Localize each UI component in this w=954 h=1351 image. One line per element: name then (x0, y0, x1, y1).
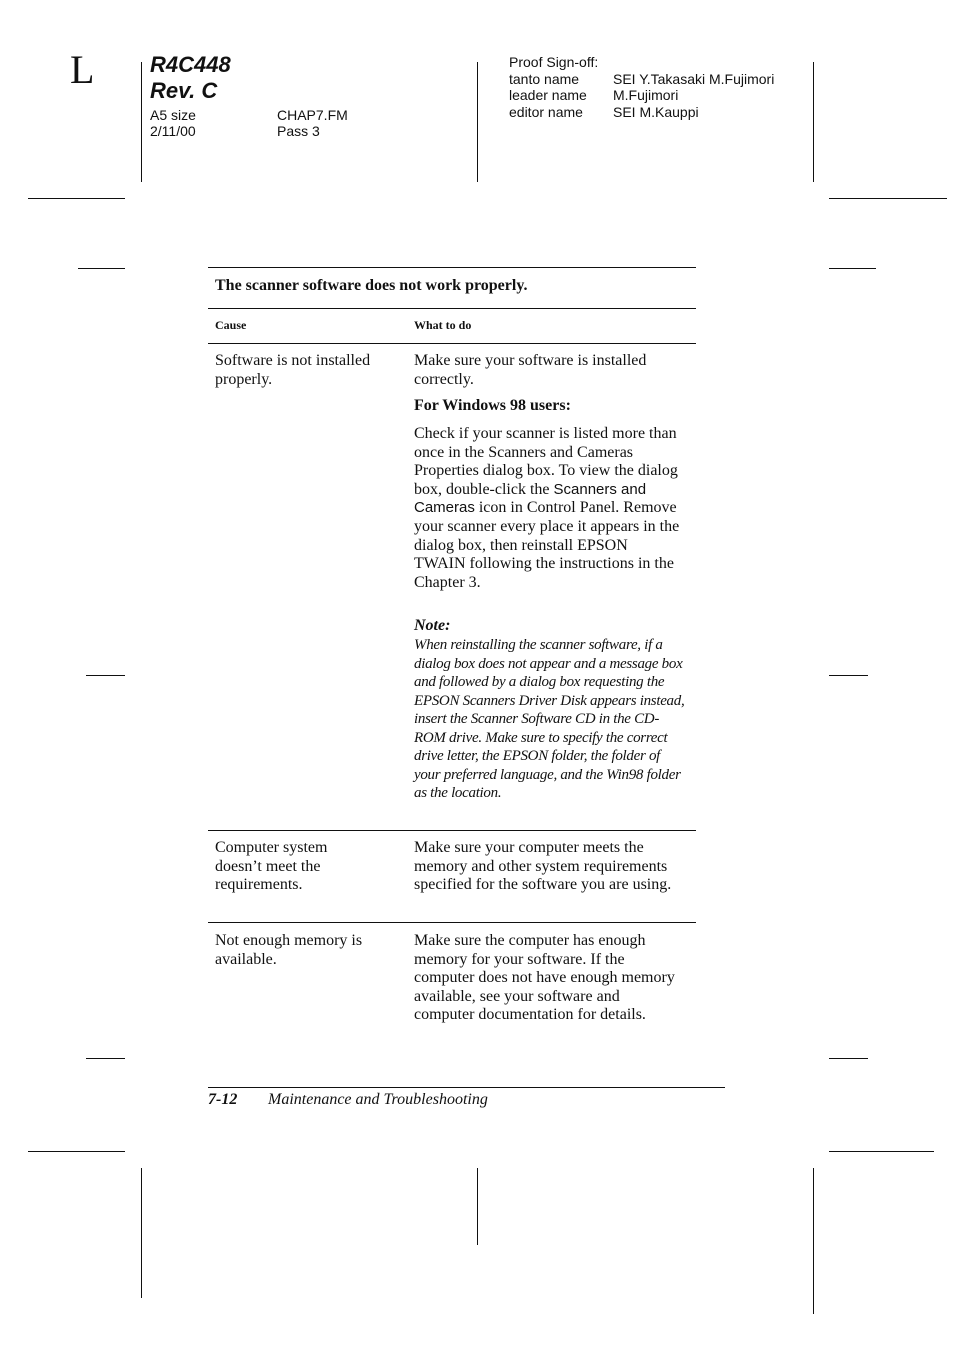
footer-rule (208, 1087, 725, 1088)
proof-label: tanto name (509, 71, 580, 87)
column-header-what-to-do: What to do (414, 318, 472, 332)
proof-label: editor name (509, 104, 583, 120)
print-date: 2/11/00 (150, 123, 196, 139)
table-rule (208, 343, 696, 344)
crop-mark (829, 675, 868, 676)
what-to-do-cell: Make sure your software is installed correctly. (414, 352, 647, 388)
page-number: 7-12 (208, 1091, 238, 1108)
paper-size: A5 size (150, 107, 196, 123)
note-text: When reinstalling the scanner software, if a dialog box does not appear and a message box and followed by a dialog box requesting the EPSON Scanners Driver Disk appears instead, insert the Scanner Software CD in the CD-ROM drive. Make sure to specify the correct drive letter, the EPSON folder, the folder of your preferred language, and the Win98 folder as the location. (414, 637, 685, 801)
proof-label: leader name (509, 87, 587, 103)
crop-mark (829, 268, 876, 269)
model-name: R4C448 (150, 52, 231, 77)
crop-mark (829, 198, 947, 199)
crop-mark (829, 1058, 868, 1059)
ui-label: Scanners and Cameras (414, 480, 647, 517)
table-rule (208, 308, 696, 309)
column-header-cause: Cause (215, 318, 247, 332)
proof-value: M.Fujimori (613, 87, 679, 103)
subheading: For Windows 98 users: (414, 397, 571, 414)
table-title: The scanner software does not work properly. (215, 277, 528, 294)
instruction-text: icon in Control Panel. Remove your scanner every place it appears in the dialog box, then reinstall EPSON TWAIN following the instructions in the Chapter 3. (414, 499, 680, 591)
page-side-letter: L (70, 47, 95, 92)
crop-mark (813, 1168, 814, 1314)
what-to-do-cell: Make sure your computer meets the memory and other system requirements specified for the software you are using. (414, 839, 672, 894)
note-label: Note: (414, 617, 451, 634)
table-rule (208, 922, 696, 923)
crop-mark (28, 1151, 125, 1152)
crop-mark (86, 1058, 125, 1059)
table-rule (208, 830, 696, 831)
cause-cell: Software is not installed properly. (215, 352, 371, 388)
table-rule-top (208, 267, 696, 268)
chapter-title: Maintenance and Troubleshooting (268, 1091, 488, 1108)
crop-mark (28, 198, 125, 199)
file-name: CHAP7.FM (277, 107, 348, 123)
crop-mark (78, 268, 125, 269)
crop-mark (813, 62, 814, 182)
crop-mark (829, 1151, 934, 1152)
instruction-paragraph (414, 425, 682, 592)
what-to-do-cell: Make sure the computer has enough memory for your software. If the computer does not have enough memory available, see your software and computer documentation for details. (414, 932, 675, 1024)
instruction-text: Check if your scanner is listed more than once in the Scanners and Cameras Properties dialog box. To view the dialog box, double-click the (414, 425, 678, 498)
crop-mark (477, 62, 478, 182)
crop-mark (141, 62, 142, 182)
pass-number: Pass 3 (277, 123, 320, 139)
crop-mark (86, 675, 125, 676)
cause-cell: Computer system doesn’t meet the requirements. (215, 839, 328, 894)
crop-mark (141, 1168, 142, 1298)
revision: Rev. C (150, 78, 218, 103)
proof-value: SEI Y.Takasaki M.Fujimori (613, 71, 775, 87)
cause-cell: Not enough memory is available. (215, 932, 363, 968)
proof-value: SEI M.Kauppi (613, 104, 699, 120)
proof-title: Proof Sign-off: (509, 54, 599, 70)
crop-mark (477, 1168, 478, 1245)
